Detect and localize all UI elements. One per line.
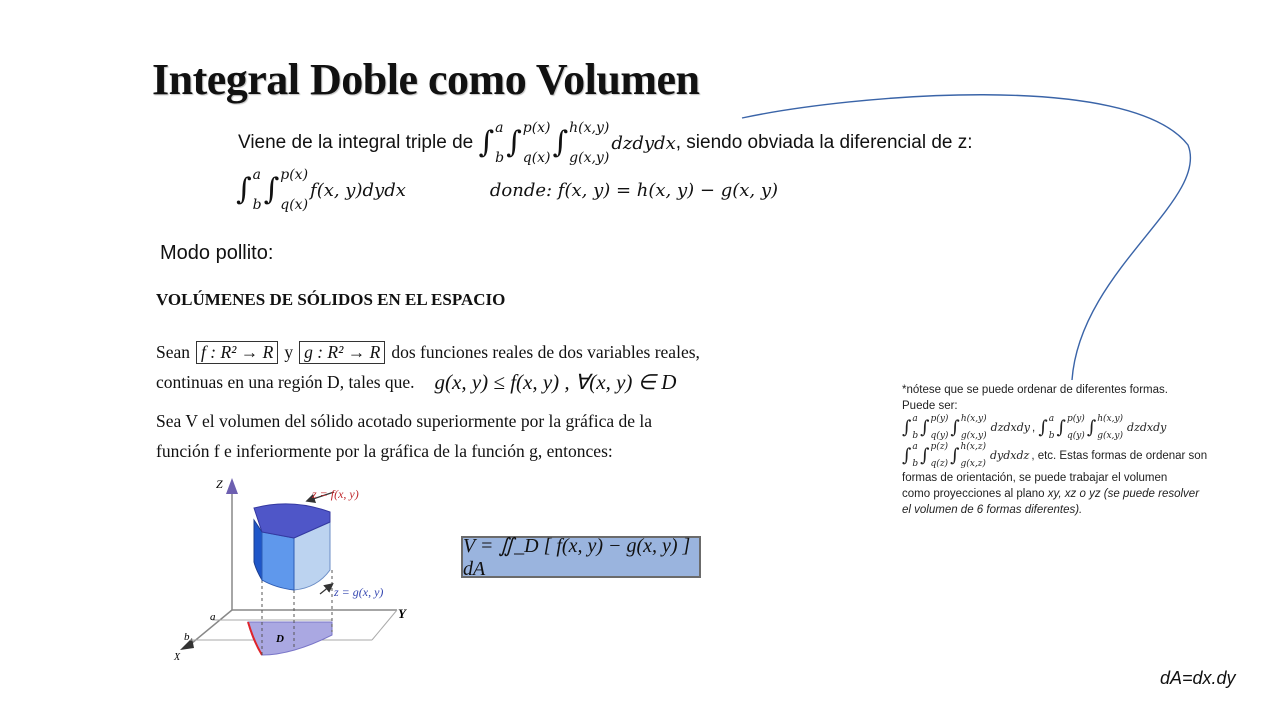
integrand: f(x, y)dydx [310,179,406,201]
note-line-1: *nótese que se puede ordenar de diferentes formas. [902,384,1168,396]
top-surface-label: z = f(x, y) [312,487,359,501]
double-integral-line [236,166,778,214]
triple-integral-line [238,118,973,168]
solid-figure [172,470,422,660]
integral-1: ∫ a b [478,120,505,166]
note-line-7: el volumen de 6 formas diferentes). [902,504,1083,516]
z-axis-arrow [226,478,238,494]
book-line-3: Sea V el volumen del sólido acotado superiormente por la gráfica de la [156,410,652,431]
note-line-5: formas de orientación, se puede trabajar el volumen [902,472,1168,484]
book-line-4: función f e inferiormente por la gráfica de la función g, entonces: [156,440,613,461]
volume-formula-box [461,536,701,578]
integral-2: ∫ p(x) q(x) [506,120,551,166]
b-label: b [184,631,190,643]
page-title: Integral Doble como Volumen [152,55,700,104]
side-note [902,382,1254,518]
integral-3: ∫ h(x,y) g(x,y) [552,120,610,166]
da-note: dA=dx.dy [1160,668,1236,688]
note-form-1: dzdxdy [990,421,1030,434]
book-line-2: continuas en una región D, tales que. g(x, y) ≤ f(x, y) , ∀(x, y) ∈ D [156,369,677,394]
donde-formula: donde: f(x, y) = h(x, y) − g(x, y) [489,179,779,201]
line1-suffix: , siendo obviada la diferencial de z: [675,132,973,153]
z-axis-label: Z [216,477,223,491]
note-form-3: dydxdz [989,449,1030,462]
modo-label: Modo pollito: [160,242,274,264]
book-line-1: Sean f : R² → R y g : R² → R dos funciones reales de dos variables reales, [156,341,700,362]
bottom-surface-label: z = g(x, y) [334,585,384,599]
integral-2: ∫ p(x) q(x) [263,167,309,213]
note-form-2: dzdxdy [1127,421,1167,434]
line1-prefix: Viene de la integral triple de [238,132,474,153]
inequality: g(x, y) ≤ f(x, y) , ∀(x, y) ∈ D [434,369,677,394]
x-axis-label: X [174,652,181,660]
f-map: f : R² → R [196,341,278,364]
g-map: g : R² → R [299,341,385,364]
note-forms-row-2: ∫ a b ∫ p(z) q(z) ∫ h(x,z) g(x,z) dydxdz , etc. Estas formas de ordenar son [902,442,1208,469]
region-d [248,622,332,655]
a-label: a [210,611,216,623]
note-line-6: como proyecciones al plano xy, xz o yz (se puede resolver [902,488,1200,500]
y-axis-label: Y [398,606,406,621]
differential: dzdydx [611,132,676,154]
note-forms-row: ∫ a b ∫ p(y) q(y) ∫ h(x,y) g(x,y) dzdxdy , ∫ a b ∫ p(y) q(y) ∫ h(x,y) g(x,y) dzdxdy [902,414,1167,441]
solid-front-face [262,532,294,590]
region-label: D [276,633,284,645]
note-line-2: Puede ser: [902,400,958,412]
book-heading: VOLÚMENES DE SÓLIDOS EN EL ESPACIO [156,290,506,309]
x-axis-line [186,610,232,648]
volume-formula: V = ∬_D [ f(x, y) − g(x, y) ] dA [463,535,691,580]
integral-1: ∫ a b [236,167,262,213]
